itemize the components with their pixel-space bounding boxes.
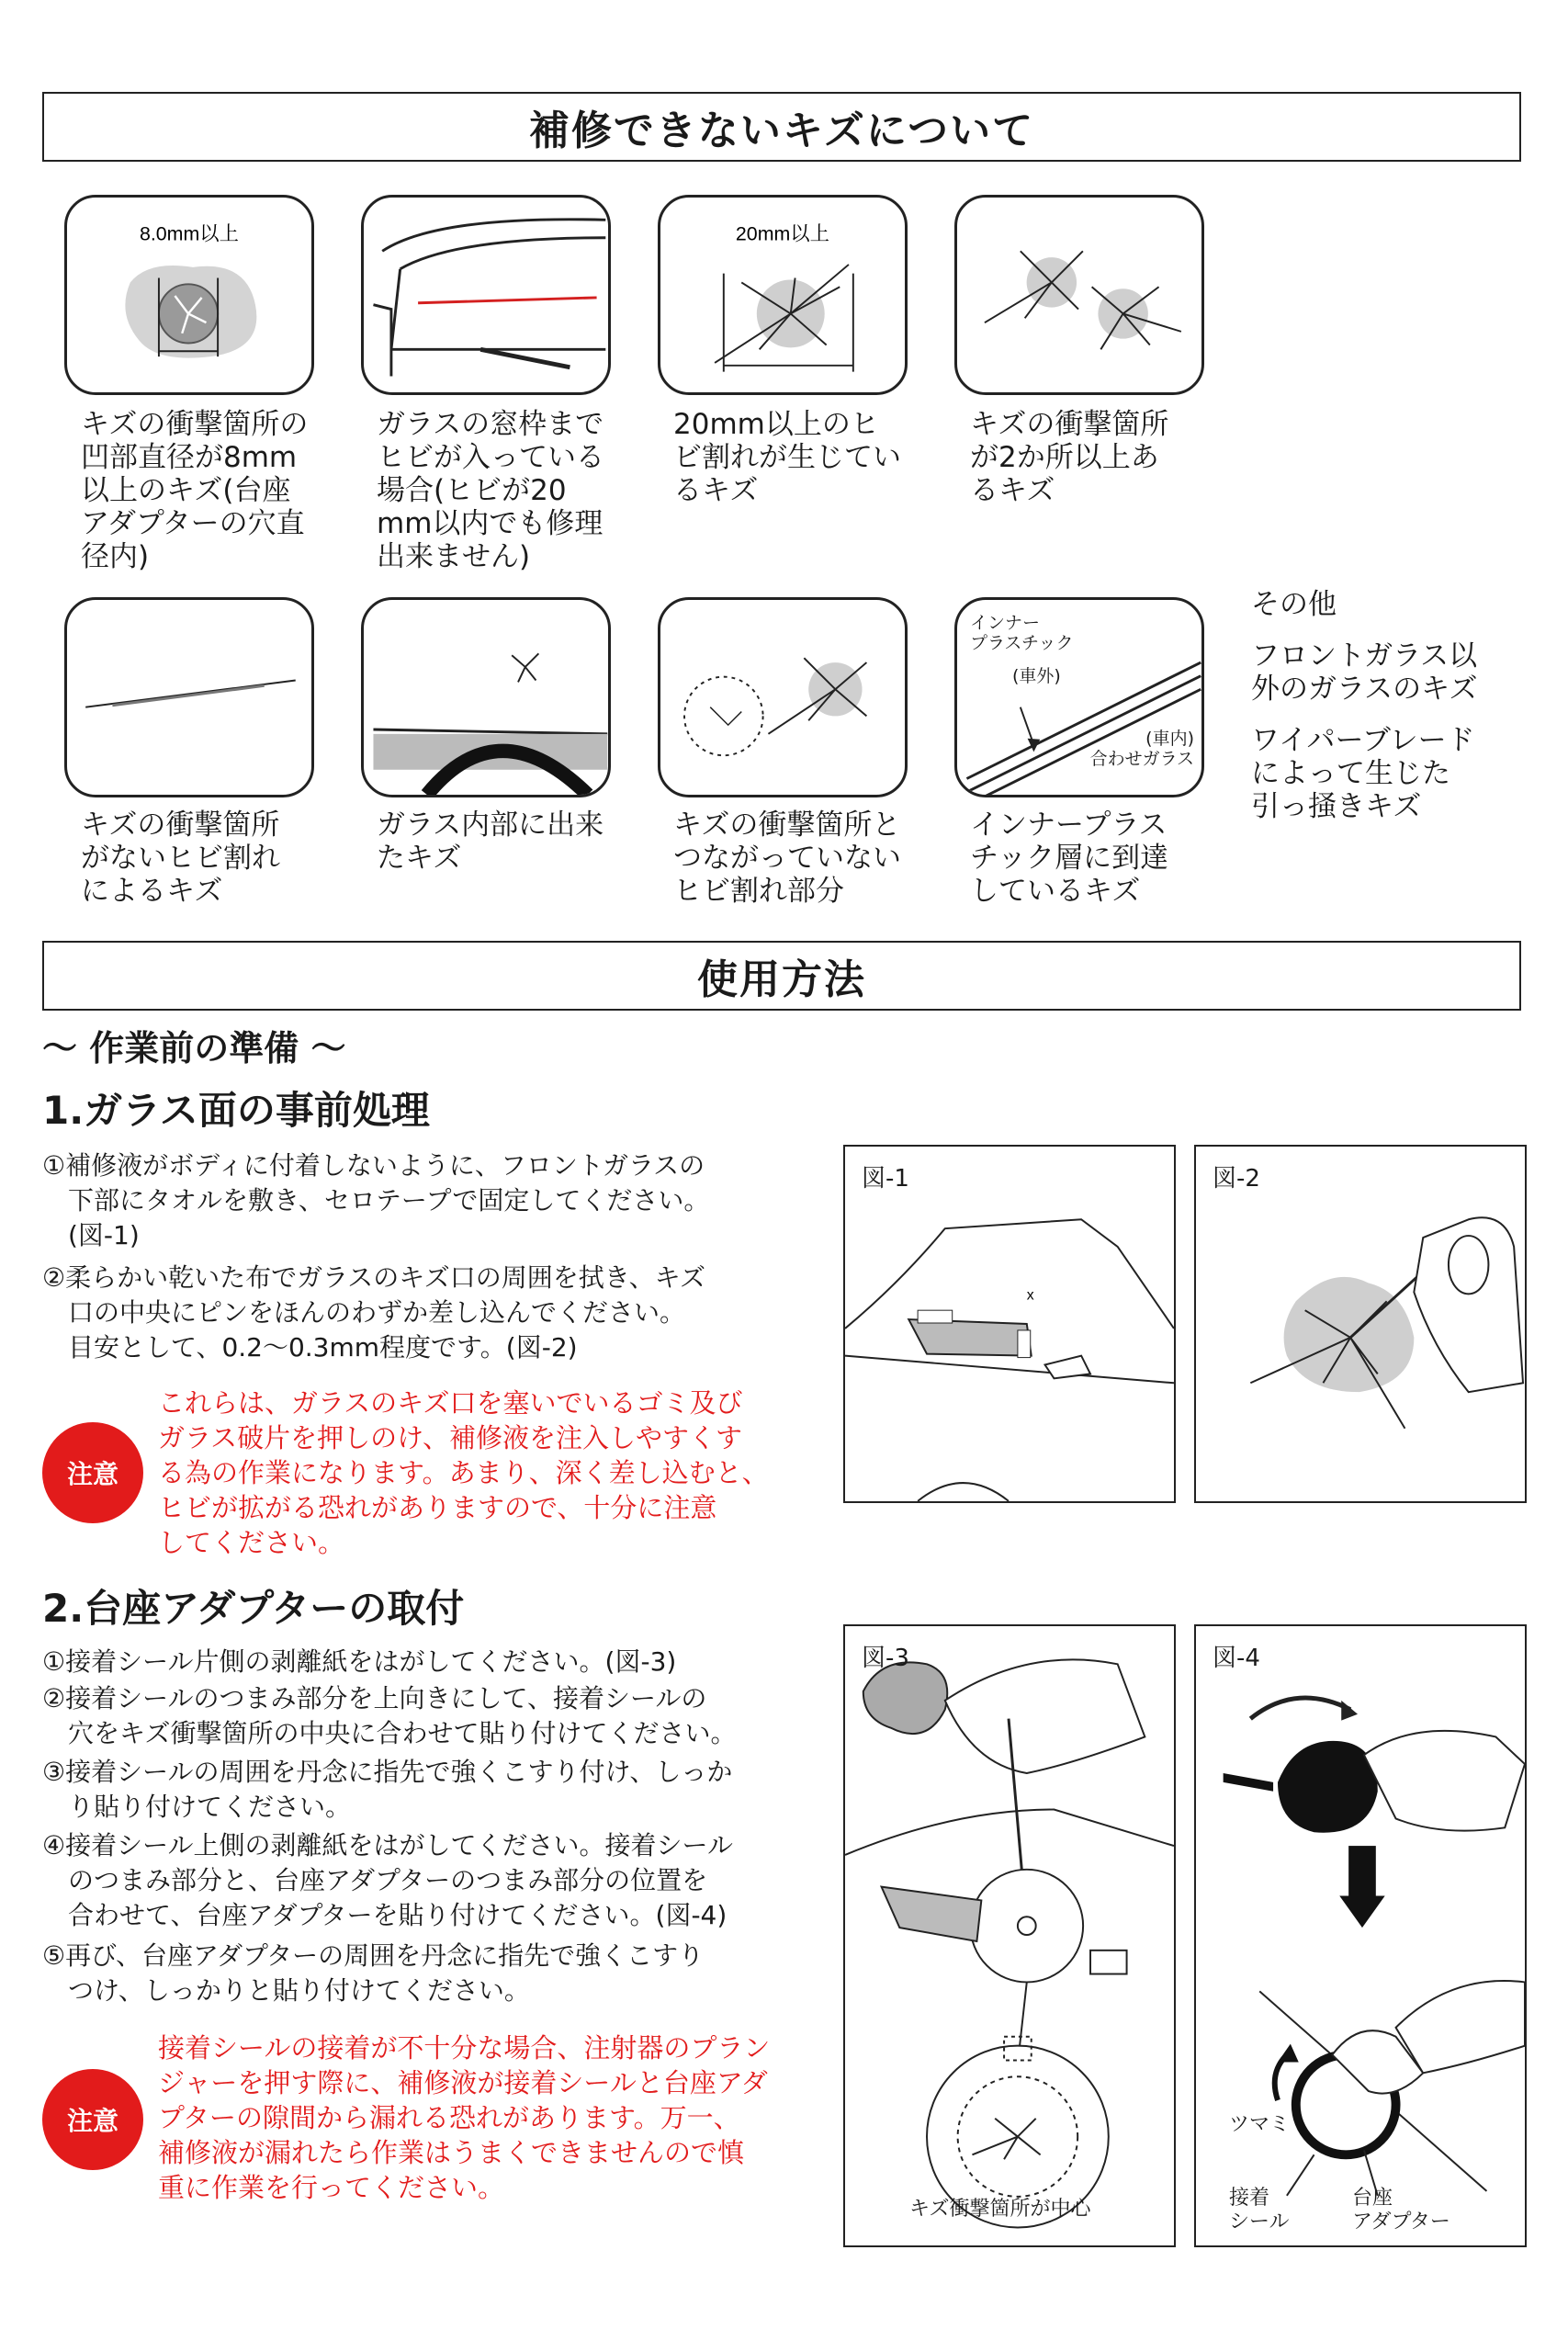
- others-item-1: フロントガラス以 外のガラスのキズ: [1251, 639, 1478, 706]
- others-item-2: ワイパーブレード によって生じた 引っ掻きキズ: [1251, 724, 1475, 823]
- section-title: 使用方法: [697, 956, 866, 1003]
- section-header-usage: [42, 941, 1521, 1011]
- damage-caption-7: キズの衝撃箇所と つながっていない ヒビ割れ部分: [673, 808, 901, 908]
- icon-label-inner-plastic: インナー プラスチック: [970, 613, 1074, 653]
- damage-caption-5: キズの衝撃箇所 がないヒビ割れ によるキズ: [81, 808, 280, 908]
- step2-para-1: ①接着シール片側の剥離紙をはがしてください。(図-3): [42, 1646, 677, 1677]
- section-header-unrepairable: [42, 92, 1521, 162]
- caution-badge-2: 注意: [42, 2069, 143, 2170]
- icon-label-20mm: 20mm以上: [735, 222, 830, 245]
- step2-para-3: ③接着シールの周囲を丹念に指先で強くこすり付け、しっか り貼り付けてください。: [42, 1757, 733, 1822]
- section-title: 補修できないキズについて: [528, 107, 1035, 154]
- figure-4-tsumami-label: ツマミ: [1229, 2113, 1291, 2136]
- svg-text:x: x: [1026, 1287, 1034, 1304]
- damage-caption-1: キズの衝撃箇所の 凹部直径が8mm 以上のキズ(台座 アダプターの穴直 径内): [81, 408, 309, 573]
- step2-para-4: ④接着シール上側の剥離紙をはがしてください。接着シール のつまみ部分と、台座アダプターのつまみ部分の位置を 合わせて、台座アダプターを貼り付けてください。(図-4): [42, 1830, 733, 1930]
- step2-para-5: ⑤再び、台座アダプターの周囲を丹念に指先で強くこすり つけ、しっかりと貼り付けてください。: [42, 1940, 705, 2006]
- figure-4-label: 図-4: [1213, 1645, 1260, 1672]
- damage-caption-3: 20mm以上のヒ ビ割れが生じてい るキズ: [673, 408, 901, 507]
- prep-heading: 〜 作業前の準備 〜: [42, 1028, 346, 1069]
- figure-4: [1194, 1624, 1527, 2247]
- damage-caption-6: ガラス内部に出来 たキズ: [377, 808, 604, 875]
- figure-1-label: 図-1: [862, 1165, 909, 1193]
- step2-para-2: ②接着シールのつまみ部分を上向きにして、接着シールの 穴をキズ衝撃箇所の中央に合わせて貼り付けてください。: [42, 1683, 737, 1748]
- figure-2: [1194, 1145, 1527, 1503]
- caution-text-2: 接着シールの接着が不十分な場合、注射器のプラン ジャーを押す際に、補修液が接着シールと台座アダ プターの隙間から漏れる恐れがあります。万一、 補修液が漏れたら作業はうまくできませんので慎 重に作業を行ってください。: [158, 2032, 771, 2203]
- others-title: その他: [1251, 588, 1337, 621]
- damage-icon-no-impact-crack: [64, 597, 314, 797]
- figure-3: [843, 1624, 1176, 2247]
- damage-caption-2: ガラスの窓枠まで ヒビが入っている 場合(ヒビが20 mm以内でも修理 出来ません): [377, 408, 604, 573]
- damage-icon-8mm: [64, 195, 314, 395]
- damage-caption-8: インナープラス チック層に到達 しているキズ: [970, 808, 1169, 908]
- figure-3-caption: キズ衝撃箇所が中心: [909, 2198, 1091, 2221]
- step1-para-1: ①補修液がボディに付着しないように、フロントガラスの 下部にタオルを敷き、セロテープで固定してください。 (図-1): [42, 1150, 710, 1250]
- icon-label-inside: (車内) 合わせガラス: [1089, 729, 1194, 769]
- caution-text-1: これらは、ガラスのキズ口を塞いでいるゴミ及び ガラス破片を押しのけ、補修液を注入しやすくす る為の作業になります。あまり、深く差し込むと、 ヒビが拡がる恐れがありますので、十分に注意 してください。: [158, 1387, 769, 1558]
- icon-label-8mm: 8.0mm以上: [139, 222, 240, 245]
- caution-badge-1: 注意: [42, 1422, 143, 1523]
- damage-icon-inner-plastic: [954, 597, 1204, 797]
- figure-2-label: 図-2: [1213, 1165, 1260, 1193]
- figure-3-label: 図-3: [862, 1645, 909, 1672]
- damage-icon-multiple: [954, 195, 1204, 395]
- icon-label-outside: (車外): [1012, 666, 1061, 686]
- damage-icon-internal: [361, 597, 611, 797]
- figure-1: [843, 1145, 1176, 1503]
- damage-caption-4: キズの衝撃箇所 が2か所以上あ るキズ: [970, 408, 1169, 507]
- damage-icon-frame-crack: [361, 195, 611, 395]
- step2-heading: 2.台座アダプターの取付: [42, 1586, 465, 1631]
- figure-4-seal-label: 接着 シール: [1229, 2187, 1290, 2233]
- damage-icon-disconnected-crack: [658, 597, 908, 797]
- figure-4-adapter-label: 台座 アダプター: [1352, 2187, 1450, 2233]
- step1-heading: 1.ガラス面の事前処理: [42, 1088, 430, 1133]
- step1-para-2: ②柔らかい乾いた布でガラスのキズ口の周囲を拭き、キズ 口の中央にピンをほんのわずか差し込んでください。 目安として、0.2〜0.3mm程度です。(図-2): [42, 1262, 706, 1363]
- damage-icon-20mm: [658, 195, 908, 395]
